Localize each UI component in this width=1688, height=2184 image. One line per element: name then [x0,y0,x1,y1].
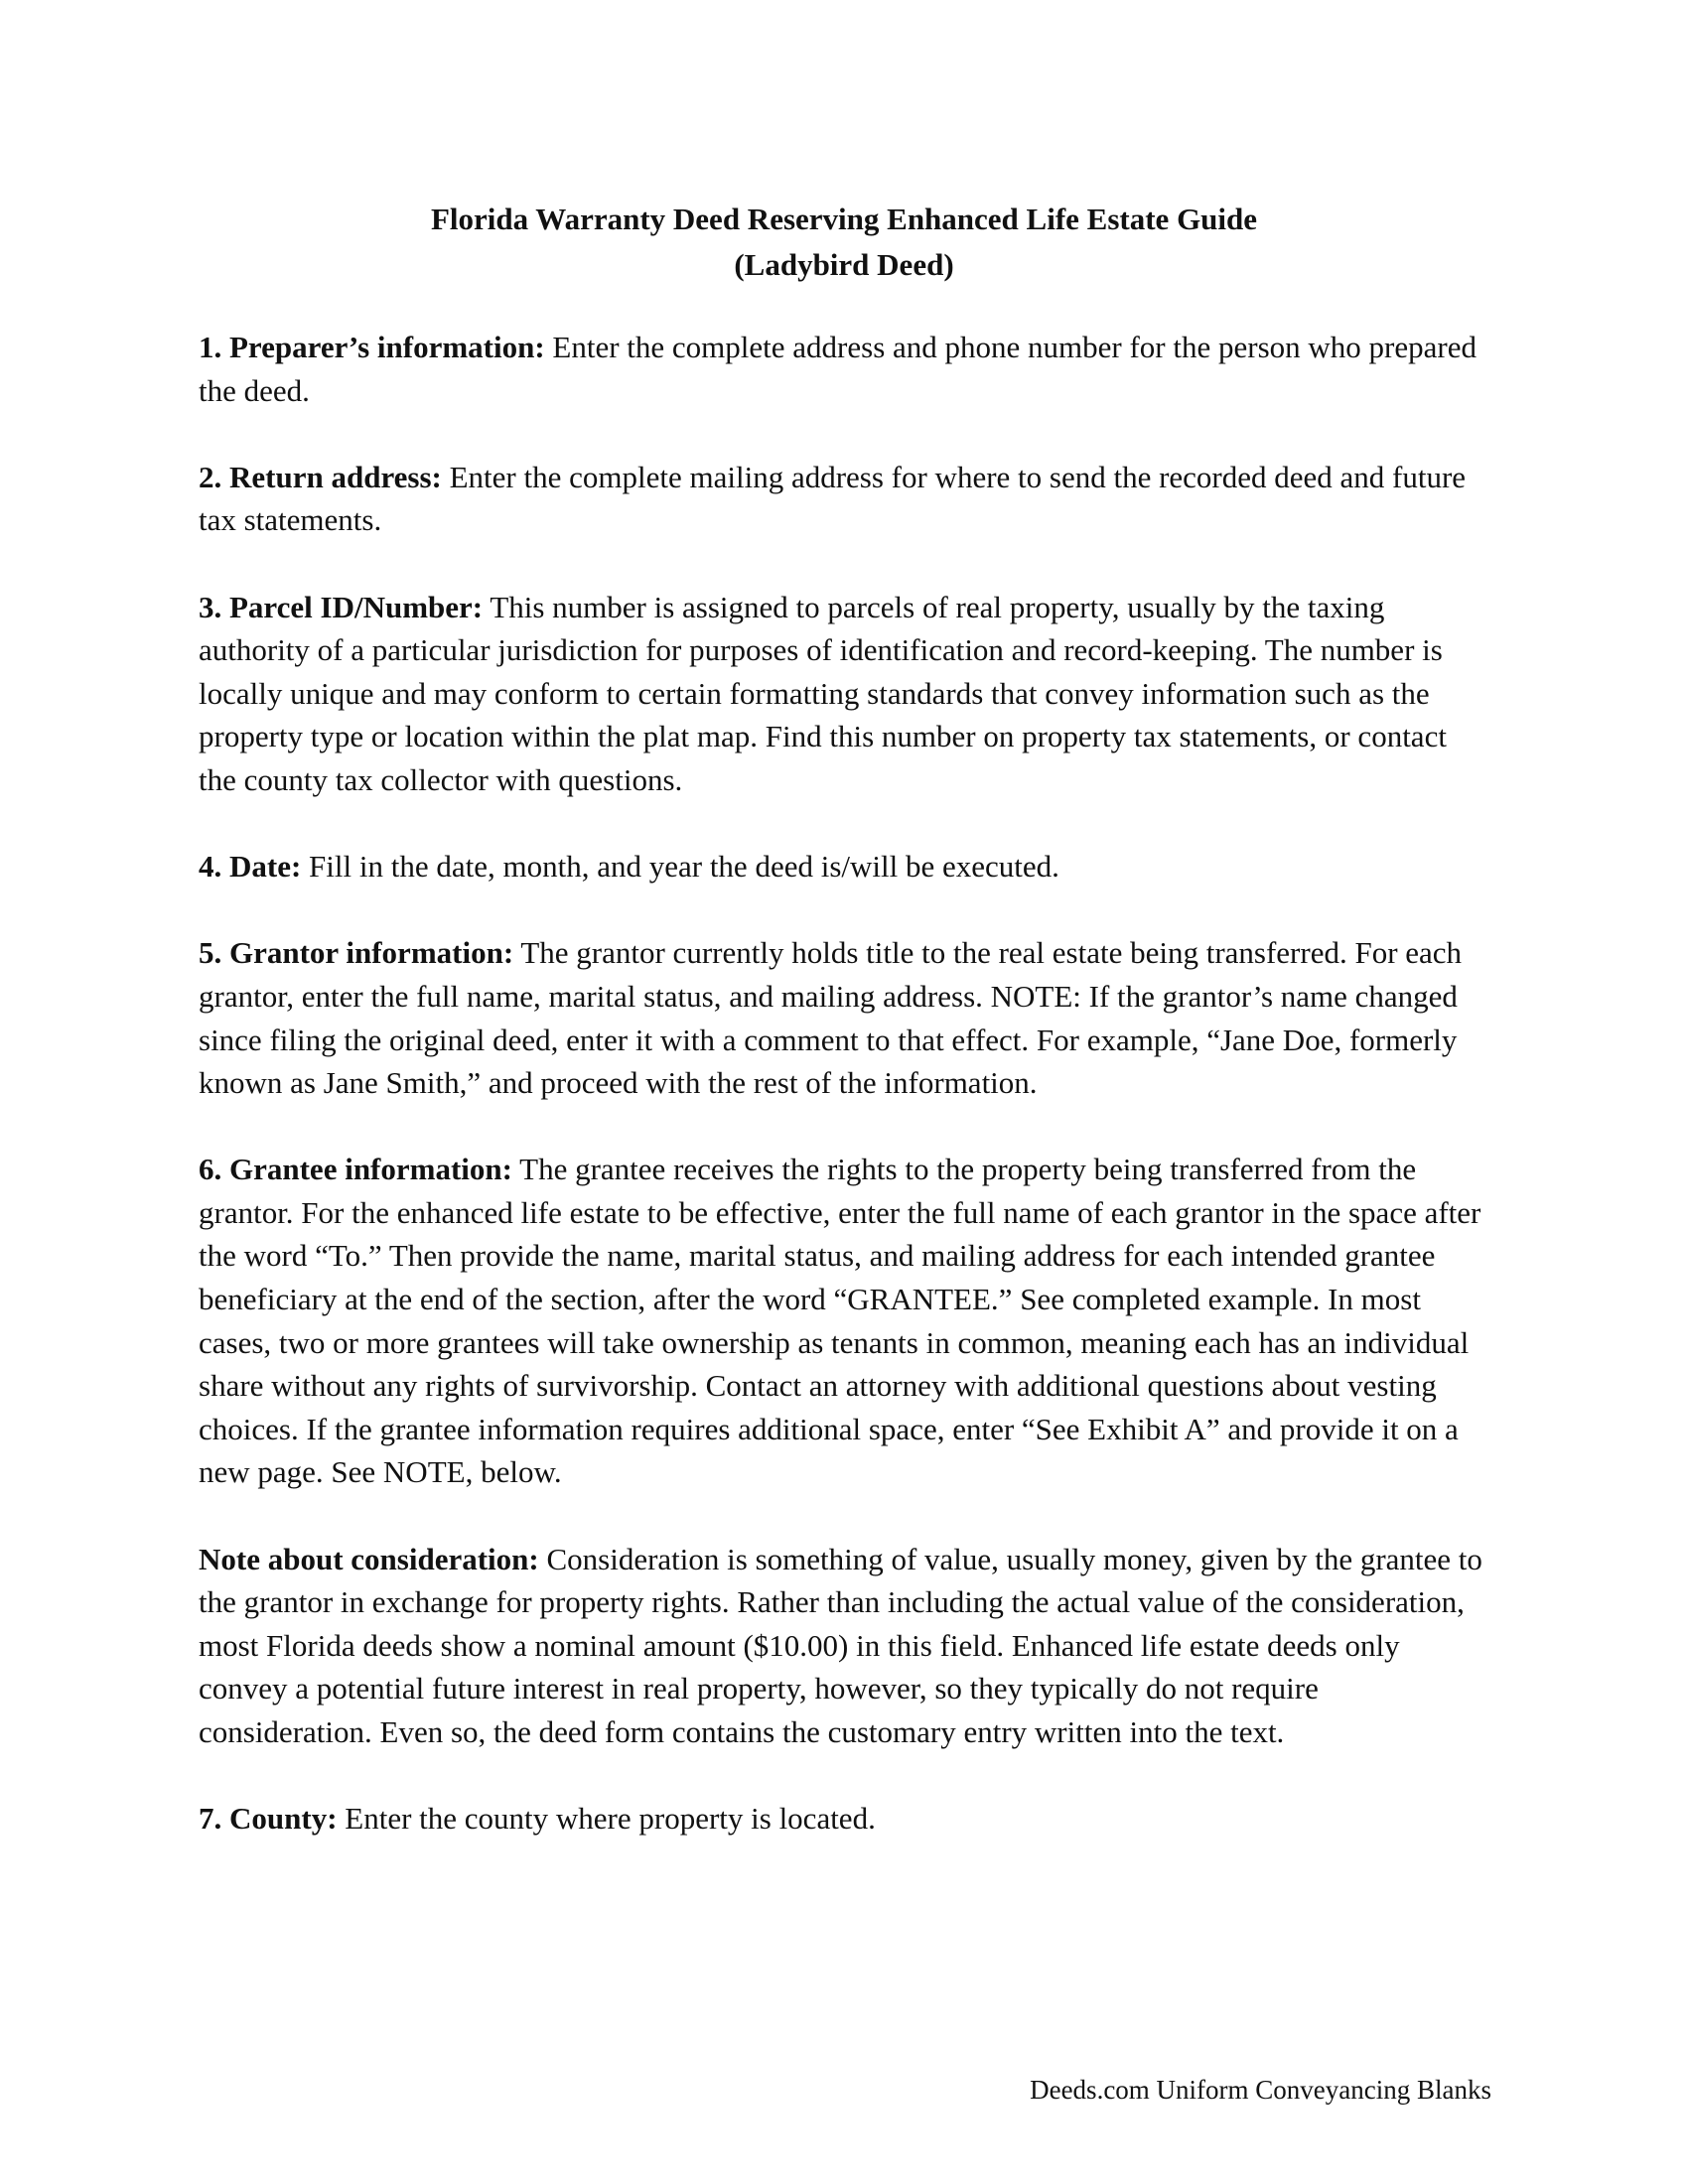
section-grantee-information [199,1148,1489,1494]
section-text: Fill in the date, month, and year the deed is/will be executed. [301,849,1059,885]
document-title [0,197,1688,288]
section-label: 4. Date: [199,849,302,885]
title-line-1: Florida Warranty Deed Reserving Enhanced Life Estate Guide [430,202,1258,236]
section-text: The grantee receives the rights to the property being transferred from the grantor. For the enhanced life estate to be effective, enter the full name of each grantor in the space after the word “To.” Then provide the name, marital status, and mailing address for each intended grantee beneficiary at the end of the section, after the word “GRANTEE.” See completed example. In most cases, two or more grantees will take ownership as tenants in common, meaning each has an individual share without any rights of survivorship. Contact an attorney with additional questions about vesting choices. If the grantee information requires additional space, enter “See Exhibit A” and provide it on a new page. See NOTE, below. [199,1152,1481,1490]
section-label: 6. Grantee information: [199,1152,512,1187]
title-line-2: (Ladybird Deed) [734,247,954,282]
section-parcel-id [199,586,1489,802]
section-date [199,845,1489,888]
page-footer: Deeds.com Uniform Conveyancing Blanks [1030,2075,1491,2105]
section-label: Note about consideration: [199,1541,539,1576]
section-label: 3. Parcel ID/Number: [199,589,484,624]
guide-body [199,326,1489,1883]
section-label: 7. County: [199,1801,338,1837]
section-note-consideration [199,1538,1489,1754]
section-label: 5. Grantor information: [199,935,514,971]
section-preparer-information [199,326,1489,412]
section-text: Consideration is something of value, usually money, given by the grantee to the grantor in exchange for property rights. Rather than including the actual value of the consideration, most Florida deeds show a nominal amount ($10.00) in this field. Enhanced life estate deeds only convey a potential future interest in real property, however, so they typically do not require consideration. Even so, the deed form contains the customary entry written into the text. [199,1541,1482,1749]
section-text: Enter the complete address and phone number for the person who prepared the deed. [199,330,1477,408]
section-text: Enter the county where property is located. [337,1801,876,1837]
section-text: Enter the complete mailing address for where to send the recorded deed and future tax statements. [199,459,1467,538]
section-text: This number is assigned to parcels of real property, usually by the taxing authority of a particular jurisdiction for purposes of identification and record-keeping. The number is locally unique and may conform to certain formatting standards that convey information such as the property type or location within the plat map. Find this number on property tax statements, or contact the county tax collector with questions. [199,589,1447,797]
section-return-address [199,456,1489,542]
section-text: The grantor currently holds title to the real estate being transferred. For each grantor, enter the full name, marital status, and mailing address. NOTE: If the grantor’s name changed since filing the original deed, enter it with a comment to that effect. For example, “Jane Doe, formerly known as Jane Smith,” and proceed with the rest of the information. [199,935,1463,1101]
section-label: 2. Return address: [199,459,442,494]
section-label: 1. Preparer’s information: [199,330,545,364]
section-grantor-information [199,931,1489,1104]
section-county [199,1797,1489,1841]
